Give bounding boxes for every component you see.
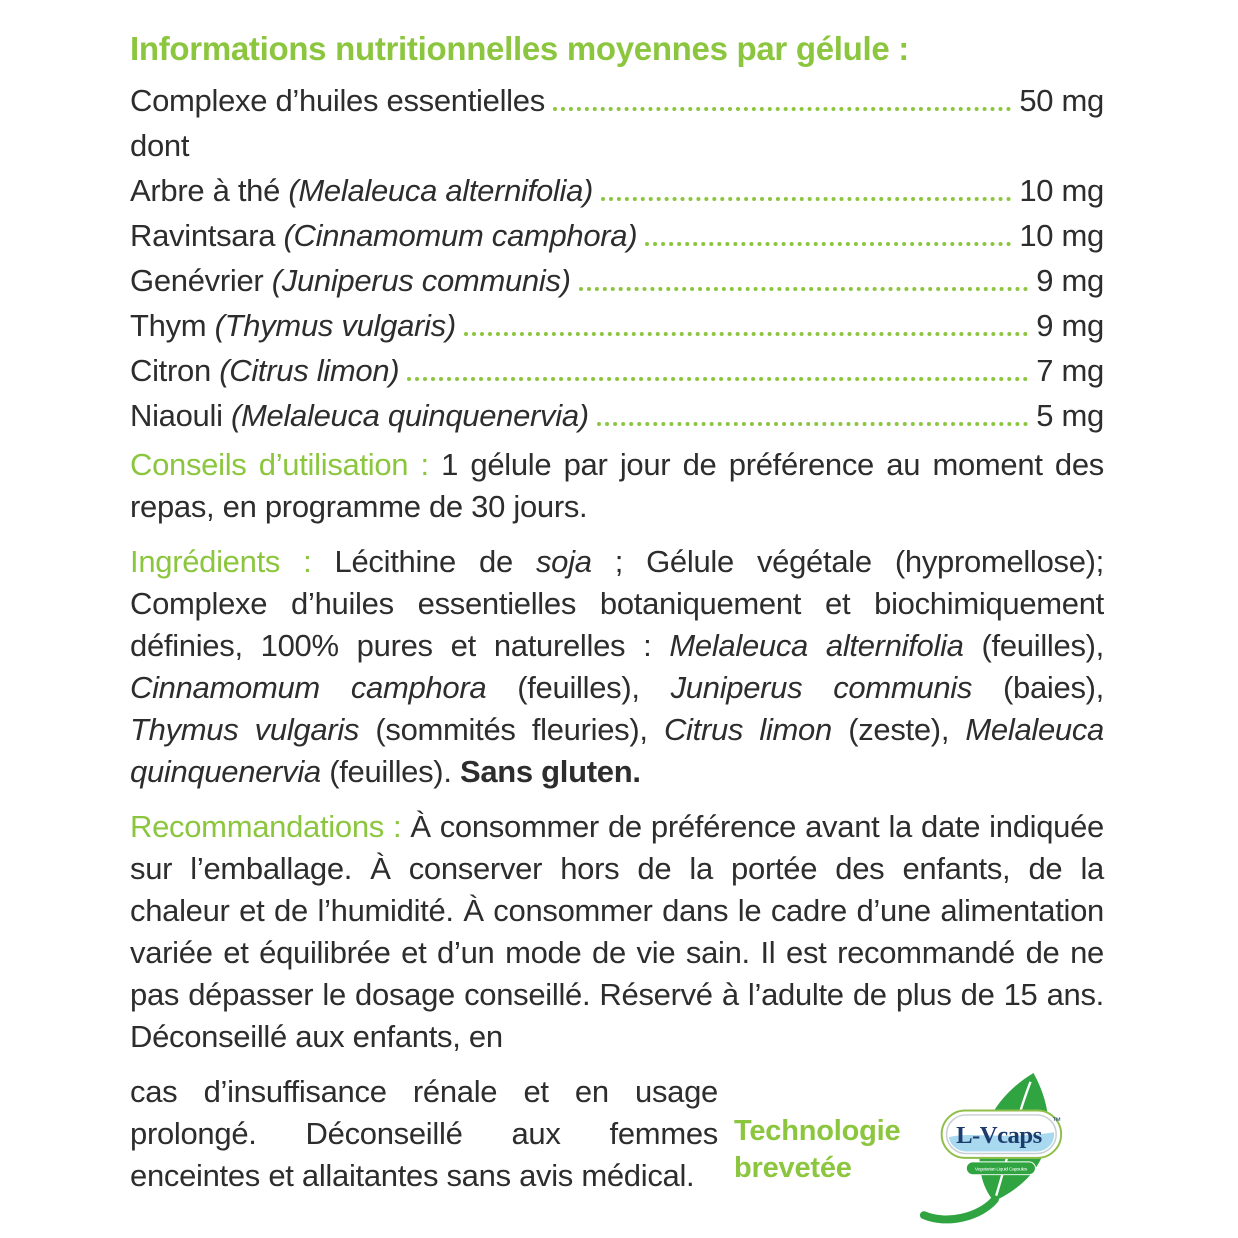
recommendations-paragraph: Recommandations : À consommer de préférence avant la date indiquée sur l’emballage. À conserver hors de la portée des enfants, de la chaleur et de l’humidité. À consommer dans le cadre d’une alimentation variée et équilibrée et d’un mode de vie sain. Il est recommandé de ne pas dépasser le dosage conseillé. Réservé à l’adulte de plus de 15 ans. Déconseillé aux enfants, en bbox=[130, 809, 1104, 1054]
leaf-stem bbox=[924, 1199, 995, 1219]
nutrition-row bbox=[130, 74, 1104, 119]
latin-name: (Thymus vulgaris) bbox=[214, 308, 456, 343]
usage-advice-paragraph: Conseils d’utilisation : 1 gélule par jour de préférence au moment des repas, en programme de 30 jours. bbox=[130, 447, 1105, 524]
latin-name: (Citrus limon) bbox=[219, 353, 400, 388]
footer-row bbox=[130, 1071, 1104, 1229]
latin-name: (Juniperus communis) bbox=[271, 263, 571, 298]
amount-value: 7 mg bbox=[1036, 353, 1104, 388]
nutrition-row bbox=[130, 344, 1104, 389]
brand-subtext: Vegetarian Liquid Capsules bbox=[975, 1167, 1028, 1173]
nutrition-row bbox=[130, 209, 1104, 254]
latin-name: (Melaleuca alternifolia) bbox=[288, 173, 594, 208]
amount-value: 9 mg bbox=[1036, 308, 1104, 343]
dotted-leader bbox=[407, 377, 1028, 381]
ingredient-name: Niaouli bbox=[130, 398, 231, 433]
dotted-leader bbox=[597, 422, 1028, 426]
amount-value: 5 mg bbox=[1036, 398, 1104, 433]
patented-technology-label: Technologie brevetée bbox=[734, 1115, 901, 1184]
amount-value: 10 mg bbox=[1019, 218, 1104, 253]
brand-name: L-Vcaps bbox=[956, 1122, 1043, 1150]
dotted-leader bbox=[601, 197, 1011, 201]
latin-name: (Cinnamomum camphora) bbox=[283, 218, 638, 253]
ingredient-name: Ravintsara bbox=[130, 218, 284, 253]
dotted-leader bbox=[553, 107, 1011, 111]
amount-value: 9 mg bbox=[1036, 263, 1104, 298]
ingredient-name: Genévrier bbox=[130, 263, 272, 298]
amount-value: 10 mg bbox=[1019, 173, 1104, 208]
ingredients-paragraph: Ingrédients : Lécithine de soja ; Gélule végétale (hypromellose); Complexe d’huiles essentielles botaniquement et biochimiquement définies, 100% pures et naturelles : Melaleuca alternifolia (feuilles), Cinnamomum camphora (feuilles), Juniperus communis (baies), Thymus vulgaris (sommités fleuries), Citrus limon (zeste), Melaleuca quinquenervia (feuilles). Sans gluten. bbox=[130, 544, 1104, 789]
dotted-leader bbox=[464, 332, 1028, 336]
nutrition-title: Informations nutritionnelles moyennes par gélule : bbox=[130, 30, 909, 67]
nutrition-row bbox=[130, 389, 1104, 434]
dotted-leader bbox=[645, 242, 1011, 246]
dont-label: dont bbox=[130, 128, 190, 163]
lvcaps-logo-icon bbox=[916, 1071, 1068, 1229]
ingredient-name: Thym bbox=[130, 308, 215, 343]
dotted-leader bbox=[579, 287, 1029, 291]
brand-block bbox=[734, 1071, 1104, 1229]
ingredient-name: Arbre à thé bbox=[130, 173, 289, 208]
nutrition-row bbox=[130, 254, 1104, 299]
ingredient-name: Citron bbox=[130, 353, 220, 388]
latin-name: (Melaleuca quinquenervia) bbox=[230, 398, 589, 433]
nutrition-table bbox=[130, 74, 1104, 434]
recommendations-continued: cas d’insuffisance rénale et en usage prolongé. Déconseillé aux femmes enceintes et allaitantes sans avis médical. bbox=[130, 1074, 718, 1193]
ingredient-name: Complexe d’huiles essentielles bbox=[130, 83, 545, 118]
amount-value: 50 mg bbox=[1019, 83, 1104, 118]
nutrition-row bbox=[130, 164, 1104, 209]
trademark-symbol: ™ bbox=[1052, 1115, 1062, 1126]
nutrition-row bbox=[130, 299, 1104, 344]
